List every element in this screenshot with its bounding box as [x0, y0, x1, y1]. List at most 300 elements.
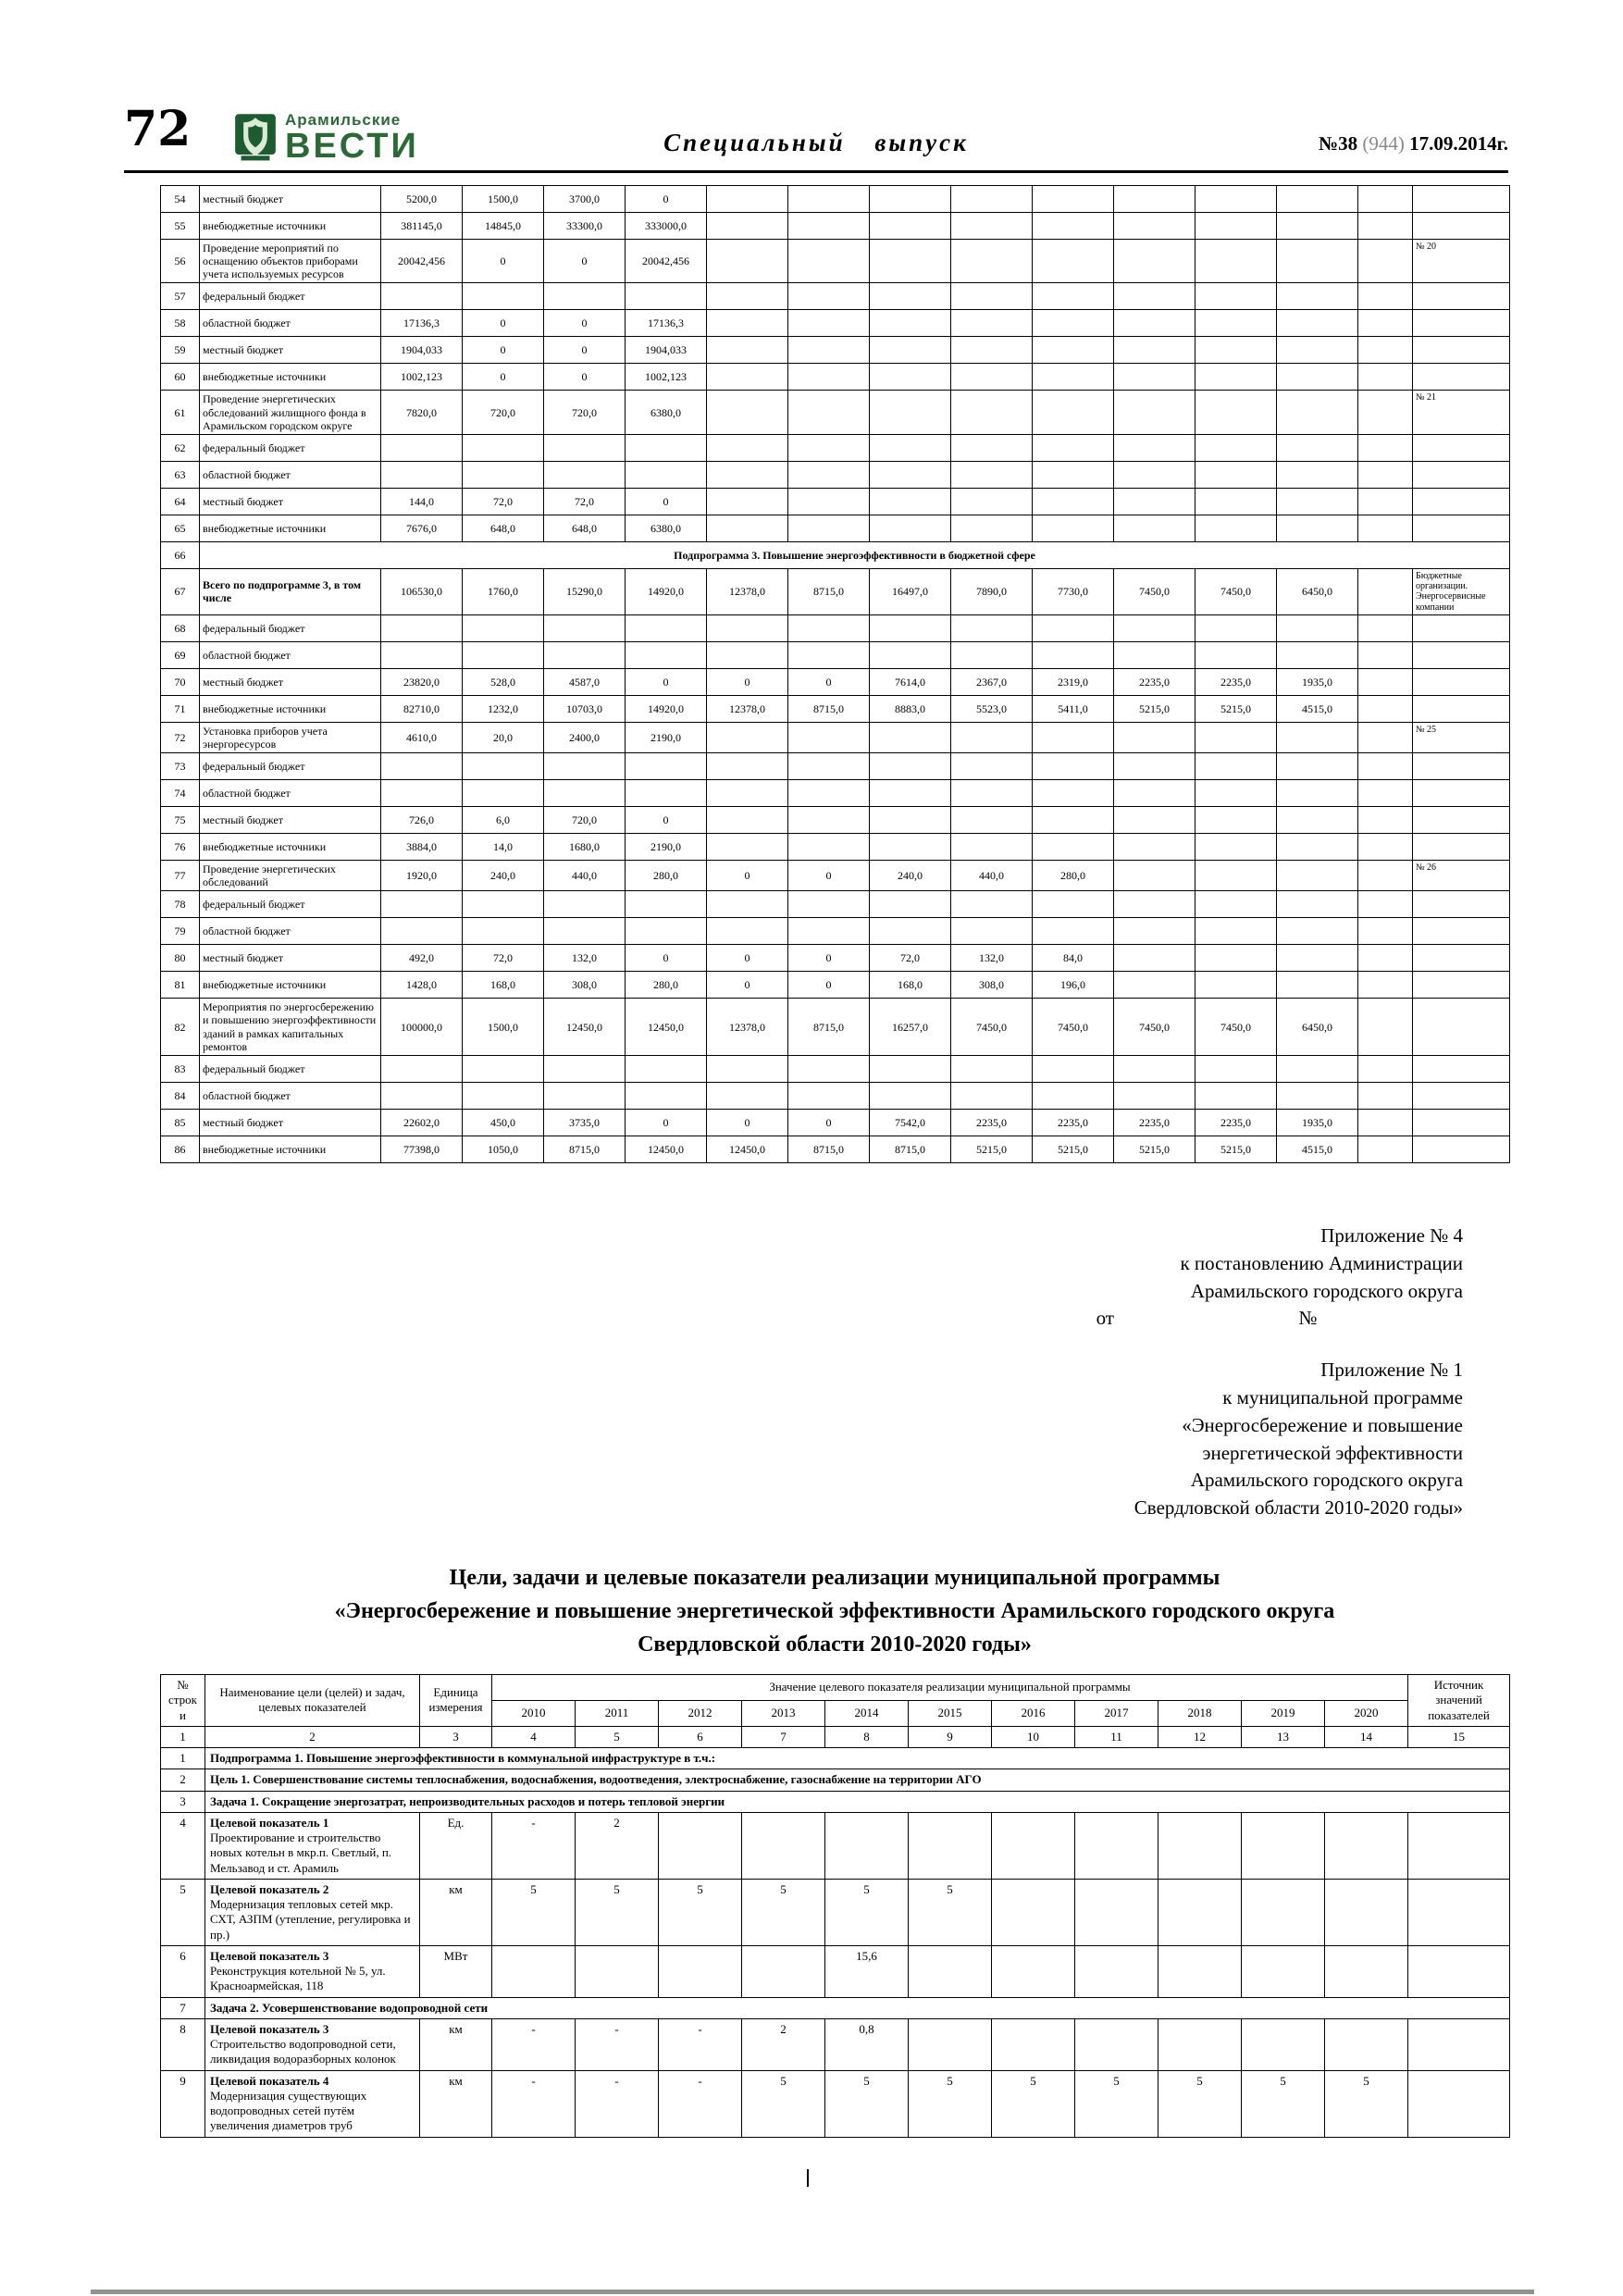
row-value	[870, 213, 951, 240]
row-value: 0	[626, 488, 707, 515]
row-note	[1413, 1136, 1510, 1162]
row-value	[1277, 461, 1358, 488]
col-header-unit: Единица измерения	[420, 1675, 492, 1727]
row-value: 5215,0	[1196, 695, 1277, 722]
row-value	[788, 391, 870, 434]
row-value: 0	[707, 668, 788, 695]
row-value	[788, 918, 870, 945]
budget-table-body	[161, 186, 1510, 1163]
budget-row	[161, 972, 1510, 999]
row-value: 0	[707, 861, 788, 891]
indicator-description: Проектирование и строительство новых котельн в мкр.п. Светлый, п. Мельзавод и ст. Арамиль	[210, 1831, 392, 1875]
row-number: 71	[161, 695, 200, 722]
row-value: 2235,0	[951, 1109, 1033, 1136]
row-note	[1413, 434, 1510, 461]
row-value: 0	[707, 972, 788, 999]
text-line: Цели, задачи и целевые показатели реализации муниципальной программы	[449, 1566, 1220, 1591]
row-value	[788, 807, 870, 834]
row-number: 84	[161, 1082, 200, 1109]
row-value	[1277, 780, 1358, 807]
row-value	[1277, 753, 1358, 780]
row-value	[463, 780, 544, 807]
header-divider	[124, 170, 1508, 173]
row-name: федеральный бюджет	[200, 753, 381, 780]
row-number: 59	[161, 337, 200, 364]
source-cell	[1408, 2018, 1510, 2070]
indicator-name	[205, 1945, 420, 1997]
row-value	[1277, 364, 1358, 391]
row-value: 1935,0	[1277, 1109, 1358, 1136]
row-value: 0	[788, 972, 870, 999]
year-value	[992, 1945, 1075, 1997]
text-line: Приложение № 1	[1320, 1359, 1463, 1382]
year-value: 5	[909, 2070, 992, 2137]
column-index: 9	[909, 1726, 992, 1747]
row-value	[870, 891, 951, 918]
row-value: 1428,0	[381, 972, 463, 999]
row-value	[870, 310, 951, 337]
year-value	[1158, 1945, 1242, 1997]
special-issue-title: Специальный выпуск	[663, 129, 969, 156]
row-number: 67	[161, 568, 200, 614]
row-value: 132,0	[951, 945, 1033, 972]
row-note	[1413, 310, 1510, 337]
budget-row	[161, 434, 1510, 461]
row-gap	[1358, 461, 1413, 488]
row-value	[1196, 614, 1277, 641]
row-value: 7890,0	[951, 568, 1033, 614]
budget-row	[161, 364, 1510, 391]
row-value	[1033, 364, 1114, 391]
row-value: 14,0	[463, 834, 544, 861]
row-gap	[1358, 515, 1413, 541]
row-value	[1277, 488, 1358, 515]
row-value	[788, 186, 870, 213]
column-index: 10	[992, 1726, 1075, 1747]
row-value: 2235,0	[1196, 668, 1277, 695]
source-cell	[1408, 1812, 1510, 1879]
row-value: 5200,0	[381, 186, 463, 213]
row-gap	[1358, 999, 1413, 1056]
row-value	[1277, 337, 1358, 364]
text-line: Арамильского городского округа	[1190, 1279, 1463, 1302]
row-value: 280,0	[626, 972, 707, 999]
row-gap	[1358, 568, 1413, 614]
row-value: 3700,0	[544, 186, 626, 213]
row-value: 12450,0	[626, 999, 707, 1056]
row-value	[1277, 861, 1358, 891]
col-header-source: Источник значений показателей	[1408, 1675, 1510, 1727]
row-number: 63	[161, 461, 200, 488]
row-number: 81	[161, 972, 200, 999]
row-value	[707, 515, 788, 541]
row-value	[951, 891, 1033, 918]
row-value	[870, 337, 951, 364]
row-value	[463, 1055, 544, 1082]
row-value: 381145,0	[381, 213, 463, 240]
row-value: 7450,0	[1196, 999, 1277, 1056]
row-value	[544, 641, 626, 668]
row-value: 440,0	[951, 861, 1033, 891]
budget-row	[161, 1055, 1510, 1082]
section-heading: Цель 1. Совершенствование системы теплоснабжения, водоснабжения, водоотведения, электроснабжение, газоснабжение на территории АГО	[205, 1769, 1510, 1791]
row-number: 66	[161, 541, 200, 568]
row-value: 280,0	[626, 861, 707, 891]
row-value: 72,0	[544, 488, 626, 515]
year-value	[825, 1812, 909, 1879]
year-value	[909, 1812, 992, 1879]
indicator-title: Целевой показатель 3	[210, 1948, 329, 1963]
row-gap	[1358, 945, 1413, 972]
row-value: 2235,0	[1114, 668, 1196, 695]
row-value	[951, 834, 1033, 861]
row-name: Установка приборов учета энергоресурсов	[200, 722, 381, 752]
row-value	[626, 780, 707, 807]
section-heading: Задача 1. Сокращение энергозатрат, непроизводительных расходов и потерь тепловой энергии	[205, 1791, 1510, 1812]
row-number: 5	[161, 1879, 205, 1945]
row-number: 3	[161, 1791, 205, 1812]
year-value: 5	[909, 1879, 992, 1945]
row-value: 6380,0	[626, 515, 707, 541]
unit-cell: км	[420, 2018, 492, 2070]
row-value: 0	[463, 310, 544, 337]
year-value	[1075, 1945, 1158, 1997]
row-gap	[1358, 807, 1413, 834]
year-value	[1075, 1812, 1158, 1879]
text-line: Арамильского городского округа	[1190, 1469, 1463, 1492]
row-value: 240,0	[463, 861, 544, 891]
row-number: 75	[161, 807, 200, 834]
indicator-title: Целевой показатель 2	[210, 1881, 329, 1896]
row-value	[1033, 722, 1114, 752]
row-gap	[1358, 641, 1413, 668]
target-row	[161, 1997, 1510, 2018]
row-value: 1760,0	[463, 568, 544, 614]
row-value: 8715,0	[788, 695, 870, 722]
unit-cell: Ед.	[420, 1812, 492, 1879]
row-value	[788, 364, 870, 391]
row-value	[1277, 240, 1358, 283]
row-value: 10703,0	[544, 695, 626, 722]
row-note	[1413, 945, 1510, 972]
year-value: -	[492, 2070, 576, 2137]
indicator-name	[205, 1879, 420, 1945]
row-note: № 26	[1413, 861, 1510, 891]
row-value: 20,0	[463, 722, 544, 752]
source-cell	[1408, 1879, 1510, 1945]
row-value	[951, 240, 1033, 283]
year-value: -	[659, 2018, 742, 2070]
column-index: 1	[161, 1726, 205, 1747]
row-value	[1033, 283, 1114, 310]
column-index: 14	[1325, 1726, 1408, 1747]
row-value: 440,0	[544, 861, 626, 891]
row-value: 72,0	[870, 945, 951, 972]
row-value	[870, 186, 951, 213]
row-note	[1413, 213, 1510, 240]
row-gap	[1358, 780, 1413, 807]
row-value	[1196, 891, 1277, 918]
year-value	[492, 1945, 576, 1997]
row-value: 2190,0	[626, 834, 707, 861]
row-note	[1413, 364, 1510, 391]
row-value	[707, 1082, 788, 1109]
row-value: 5215,0	[951, 1136, 1033, 1162]
row-value	[1033, 1055, 1114, 1082]
row-value	[951, 1082, 1033, 1109]
row-value	[1196, 753, 1277, 780]
row-value: 308,0	[951, 972, 1033, 999]
t2-header-row	[161, 1675, 1510, 1701]
row-value: 82710,0	[381, 695, 463, 722]
row-value	[1114, 945, 1196, 972]
row-number: 86	[161, 1136, 200, 1162]
year-value	[909, 1945, 992, 1997]
row-value	[788, 1055, 870, 1082]
row-number: 70	[161, 668, 200, 695]
row-value	[1277, 434, 1358, 461]
year-value	[1325, 1812, 1408, 1879]
unit-cell: км	[420, 2070, 492, 2137]
row-value: 14920,0	[626, 568, 707, 614]
row-number: 7	[161, 1997, 205, 2018]
row-value: 7450,0	[1114, 999, 1196, 1056]
row-value	[1114, 780, 1196, 807]
row-value	[1196, 186, 1277, 213]
row-value	[1033, 186, 1114, 213]
budget-row	[161, 668, 1510, 695]
row-gap	[1358, 488, 1413, 515]
row-value	[381, 434, 463, 461]
row-value	[544, 434, 626, 461]
row-value	[463, 283, 544, 310]
row-value	[1033, 780, 1114, 807]
row-name: Всего по подпрограмме 3, в том числе	[200, 568, 381, 614]
row-value: 1002,123	[626, 364, 707, 391]
budget-row	[161, 186, 1510, 213]
row-value	[463, 753, 544, 780]
row-number: 72	[161, 722, 200, 752]
row-value	[870, 240, 951, 283]
row-value: 0	[463, 337, 544, 364]
column-index: 2	[205, 1726, 420, 1747]
row-value	[626, 461, 707, 488]
row-value	[1196, 722, 1277, 752]
row-value	[951, 391, 1033, 434]
row-value	[707, 722, 788, 752]
row-value	[707, 283, 788, 310]
row-value	[1114, 753, 1196, 780]
row-value	[870, 488, 951, 515]
target-row	[161, 2070, 1510, 2137]
row-value	[1033, 918, 1114, 945]
year-header: 2016	[992, 1700, 1075, 1726]
column-index: 3	[420, 1726, 492, 1747]
unit-cell: км	[420, 1879, 492, 1945]
indicator-description: Модернизация тепловых сетей мкр. СХТ, АЗПМ (утепление, регулировка и пр.)	[210, 1897, 411, 1942]
row-value	[1114, 972, 1196, 999]
row-note: № 25	[1413, 722, 1510, 752]
row-value: 0	[626, 186, 707, 213]
row-value	[870, 722, 951, 752]
source-cell	[1408, 2070, 1510, 2137]
row-note	[1413, 337, 1510, 364]
row-value: 450,0	[463, 1109, 544, 1136]
row-value	[870, 364, 951, 391]
logo-title: ВЕСТИ	[285, 126, 419, 166]
row-name: внебюджетные источники	[200, 1136, 381, 1162]
row-value: 333000,0	[626, 213, 707, 240]
indicator-name	[205, 1812, 420, 1879]
year-value	[742, 1945, 825, 1997]
year-value	[1242, 2018, 1325, 2070]
row-name: федеральный бюджет	[200, 434, 381, 461]
row-gap	[1358, 213, 1413, 240]
row-name: местный бюджет	[200, 668, 381, 695]
row-value	[381, 461, 463, 488]
year-value	[992, 2018, 1075, 2070]
row-value	[626, 434, 707, 461]
row-note	[1413, 614, 1510, 641]
budget-row	[161, 488, 1510, 515]
row-value: 6450,0	[1277, 568, 1358, 614]
text-line: Свердловской области 2010-2020 годы»	[638, 1632, 1032, 1657]
row-value: 8715,0	[870, 1136, 951, 1162]
row-value	[626, 753, 707, 780]
row-number: 61	[161, 391, 200, 434]
section-heading: Подпрограмма 1. Повышение энергоэффективности в коммунальной инфраструктуре в т.ч.:	[205, 1748, 1510, 1769]
row-value	[1196, 1082, 1277, 1109]
row-value: 6,0	[463, 807, 544, 834]
row-value: 1232,0	[463, 695, 544, 722]
row-value: 14845,0	[463, 213, 544, 240]
text-cursor-mark	[807, 2169, 809, 2187]
row-gap	[1358, 891, 1413, 918]
budget-row	[161, 337, 1510, 364]
target-row	[161, 1769, 1510, 1791]
row-value	[1114, 722, 1196, 752]
column-index: 15	[1408, 1726, 1510, 1747]
row-value	[1277, 515, 1358, 541]
year-value: 5	[742, 1879, 825, 1945]
row-number: 8	[161, 2018, 205, 2070]
indicator-title: Целевой показатель 3	[210, 2021, 329, 2036]
row-value: 1050,0	[463, 1136, 544, 1162]
row-value	[1033, 1082, 1114, 1109]
row-value	[788, 891, 870, 918]
row-name: местный бюджет	[200, 186, 381, 213]
row-gap	[1358, 434, 1413, 461]
row-value: 5215,0	[1196, 1136, 1277, 1162]
row-value: 4610,0	[381, 722, 463, 752]
row-value	[626, 1082, 707, 1109]
row-value: 2235,0	[1033, 1109, 1114, 1136]
row-value	[951, 722, 1033, 752]
row-value	[1277, 891, 1358, 918]
row-value	[1114, 310, 1196, 337]
row-value: 3884,0	[381, 834, 463, 861]
row-value	[707, 461, 788, 488]
row-number: 64	[161, 488, 200, 515]
row-number: 78	[161, 891, 200, 918]
row-value: 6380,0	[626, 391, 707, 434]
row-value	[1114, 807, 1196, 834]
row-value	[1033, 834, 1114, 861]
row-value: 308,0	[544, 972, 626, 999]
year-header: 2011	[576, 1700, 659, 1726]
row-name: внебюджетные источники	[200, 364, 381, 391]
year-value: 5	[576, 1879, 659, 1945]
row-value	[626, 614, 707, 641]
year-header: 2012	[659, 1700, 742, 1726]
row-value	[788, 614, 870, 641]
targets-table	[160, 1674, 1510, 2138]
row-value	[951, 1055, 1033, 1082]
row-value	[381, 283, 463, 310]
row-note	[1413, 488, 1510, 515]
row-value	[1033, 240, 1114, 283]
indicator-description: Реконструкция котельной № 5, ул. Красноармейская, 118	[210, 1964, 386, 1993]
row-number: 9	[161, 2070, 205, 2137]
row-value	[788, 515, 870, 541]
row-value	[463, 918, 544, 945]
row-note	[1413, 1082, 1510, 1109]
budget-row	[161, 568, 1510, 614]
row-value: 7730,0	[1033, 568, 1114, 614]
row-value	[1277, 614, 1358, 641]
row-value	[707, 213, 788, 240]
row-number: 80	[161, 945, 200, 972]
row-value	[544, 753, 626, 780]
year-value	[909, 2018, 992, 2070]
row-value: 2367,0	[951, 668, 1033, 695]
row-value	[1196, 213, 1277, 240]
row-number: 85	[161, 1109, 200, 1136]
row-value	[1033, 753, 1114, 780]
year-value: 0,8	[825, 2018, 909, 2070]
row-name: местный бюджет	[200, 945, 381, 972]
column-index: 5	[576, 1726, 659, 1747]
row-value: 72,0	[463, 488, 544, 515]
row-gap	[1358, 1109, 1413, 1136]
year-value: -	[492, 2018, 576, 2070]
row-value: 12450,0	[707, 1136, 788, 1162]
budget-row	[161, 695, 1510, 722]
row-value	[544, 780, 626, 807]
row-value	[1114, 488, 1196, 515]
row-value	[544, 283, 626, 310]
text-line: к постановлению Администрации	[1180, 1251, 1463, 1274]
row-value: 528,0	[463, 668, 544, 695]
row-value	[1196, 641, 1277, 668]
row-value: 7542,0	[870, 1109, 951, 1136]
row-value	[1196, 391, 1277, 434]
year-value: -	[576, 2070, 659, 2137]
row-value: 7820,0	[381, 391, 463, 434]
row-value: 15290,0	[544, 568, 626, 614]
row-value	[870, 780, 951, 807]
row-value	[1114, 283, 1196, 310]
row-value	[1277, 1055, 1358, 1082]
row-value: 16257,0	[870, 999, 951, 1056]
row-value: 8715,0	[544, 1136, 626, 1162]
row-name: внебюджетные источники	[200, 972, 381, 999]
row-value	[951, 488, 1033, 515]
row-value	[463, 641, 544, 668]
row-value	[788, 240, 870, 283]
source-cell	[1408, 1945, 1510, 1997]
row-number: 1	[161, 1748, 205, 1769]
